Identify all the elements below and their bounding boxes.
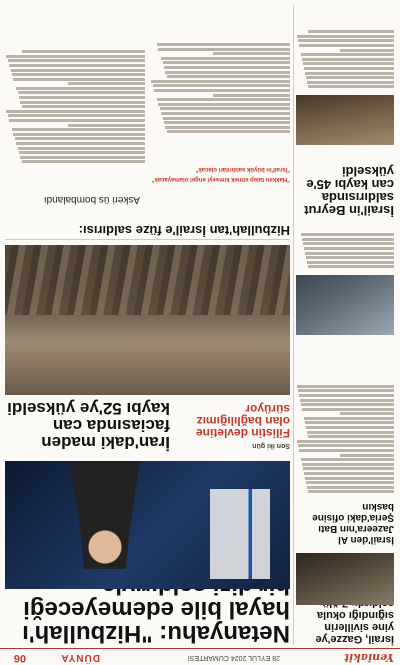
body-text-line	[151, 80, 290, 83]
body-text-line	[305, 477, 394, 480]
body-text-line	[302, 58, 394, 61]
body-text-line	[13, 133, 145, 136]
side-headline-beirut: İsrail'in Beyrut saldırısında can kaybı 45'e yükseldi	[304, 164, 394, 218]
body-text-line	[302, 463, 394, 466]
body-text-line	[19, 151, 145, 154]
body-text-line	[6, 55, 145, 58]
side-headline-gaza-school: İsrail, Gazze'ye yine sivillerin sığındığı okula	[315, 609, 394, 645]
rubble-texture	[5, 245, 290, 315]
body-text-line	[301, 458, 394, 461]
body-text-line	[304, 67, 394, 70]
body-text-line	[305, 72, 394, 75]
page-number: 06	[13, 652, 26, 664]
rubble-photo	[5, 245, 290, 395]
body-text-line	[297, 385, 394, 388]
body-text-line	[22, 50, 145, 53]
spotlight-title: Filistin devletine olan bağlılığımız sürüyor	[195, 402, 290, 440]
page-header-bar	[0, 648, 400, 665]
body-text-column-left-3	[296, 5, 394, 90]
body-text-line	[19, 96, 145, 99]
body-text-line	[165, 71, 290, 74]
issue-date: 28 EYLÜL 2024 CUMARTESİ	[187, 654, 280, 661]
bottom-photo	[296, 95, 394, 145]
body-text-line	[12, 73, 145, 76]
lower-headline-hezbollah: Hizbullah'tan İsrail'e füze saldırısı:	[78, 223, 290, 238]
body-text-line	[6, 110, 145, 113]
mid-headline-iran-mine: İran'daki maden faciasında can kaybı 52'ye yükseldi	[7, 399, 170, 452]
body-text-line	[304, 417, 394, 420]
body-text-line	[302, 238, 394, 241]
body-text-column-left-2	[296, 220, 394, 270]
body-text-line	[213, 52, 290, 55]
body-text-line	[165, 126, 290, 129]
lower-subhead: Askeri üs bombalandı	[43, 194, 140, 205]
body-text-line	[302, 408, 394, 411]
body-text-line	[154, 89, 290, 92]
israel-flag-shape	[210, 489, 270, 579]
red-quote-1: "Hakkını talep etmek kimseyi engel olamayacak"	[151, 176, 290, 182]
section-divider	[5, 239, 290, 240]
body-text-column-lower-1	[150, 5, 290, 135]
body-text-line	[340, 412, 394, 415]
body-text-line	[18, 147, 145, 150]
body-text-line	[153, 84, 290, 87]
body-text-line	[306, 76, 394, 79]
side-headline-al-jazeera: İsrail'den Al Jazeera'nın Batı Şeria'daki ofisine baskın	[312, 501, 394, 545]
body-text-line	[161, 112, 290, 115]
netanyahu-photo	[5, 461, 290, 589]
body-text-line	[307, 81, 394, 84]
body-text-line	[303, 242, 394, 245]
spotlight-headline	[175, 403, 290, 451]
body-text-line	[158, 48, 290, 51]
body-text-line	[11, 69, 145, 72]
body-text-line	[308, 435, 394, 438]
body-text-line	[297, 35, 394, 38]
beirut-photo	[296, 275, 394, 335]
body-text-line	[308, 265, 394, 268]
body-text-column-left-1	[296, 345, 394, 495]
body-text-line	[300, 399, 394, 402]
body-text-line	[299, 394, 394, 397]
body-text-line	[163, 117, 290, 120]
body-text-line	[20, 101, 145, 104]
red-quotes	[150, 162, 290, 185]
main-headline: Netanyahu: "Hizbullah'ı hayal bile edemeyeceği	[22, 596, 290, 647]
body-text-line	[340, 49, 394, 52]
body-text-line	[8, 59, 145, 62]
body-text-column-lower-2	[5, 5, 145, 165]
body-text-line	[308, 30, 394, 33]
body-text-line	[22, 105, 145, 108]
spotlight-badge: Son iki gün	[252, 442, 290, 449]
body-text-line	[68, 124, 145, 127]
body-text-line	[163, 62, 290, 65]
speaker-figure	[70, 461, 140, 569]
body-text-line	[13, 78, 145, 81]
body-text-line	[157, 43, 290, 46]
body-text-line	[306, 426, 394, 429]
body-text-line	[68, 82, 145, 85]
body-text-line	[161, 57, 290, 60]
body-text-line	[305, 252, 394, 255]
body-text-line	[307, 486, 394, 489]
body-text-line	[9, 119, 145, 122]
body-text-line	[297, 440, 394, 443]
body-text-line	[303, 62, 394, 65]
body-text-line	[157, 98, 290, 101]
brand-logo: Yeniakit	[343, 651, 394, 664]
body-text-line	[305, 422, 394, 425]
body-text-line	[301, 53, 394, 56]
gaza-school-photo	[296, 553, 394, 605]
body-text-line	[340, 454, 394, 457]
body-text-line	[167, 75, 290, 78]
body-text-line	[22, 160, 145, 163]
body-text-line	[213, 94, 290, 97]
body-text-line	[20, 156, 145, 159]
body-text-line	[308, 85, 394, 88]
body-text-line	[299, 44, 394, 47]
body-text-line	[167, 130, 290, 133]
body-text-line	[8, 114, 145, 117]
body-text-line	[299, 449, 394, 452]
body-text-line	[306, 481, 394, 484]
body-text-line	[298, 444, 394, 447]
body-text-line	[307, 431, 394, 434]
body-text-line	[298, 39, 394, 42]
body-text-line	[16, 142, 145, 145]
body-text-line	[160, 107, 290, 110]
body-text-line	[304, 247, 394, 250]
body-text-line	[164, 66, 290, 69]
body-text-line	[303, 467, 394, 470]
body-text-line	[16, 87, 145, 90]
body-text-line	[301, 403, 394, 406]
body-text-line	[164, 121, 290, 124]
body-text-line	[9, 64, 145, 67]
body-text-line	[307, 261, 394, 264]
red-quote-2: "İsrail'in büyük saldırıları olacak"	[195, 166, 290, 172]
body-text-line	[304, 472, 394, 475]
body-text-line	[158, 103, 290, 106]
column-divider	[293, 5, 294, 645]
section-title: DÜNYA	[60, 652, 100, 663]
body-text-line	[15, 137, 145, 140]
body-text-line	[18, 92, 145, 95]
body-text-line	[298, 389, 394, 392]
body-text-line	[306, 256, 394, 259]
body-text-line	[308, 490, 394, 493]
body-text-line	[301, 233, 394, 236]
body-text-line	[12, 128, 145, 131]
